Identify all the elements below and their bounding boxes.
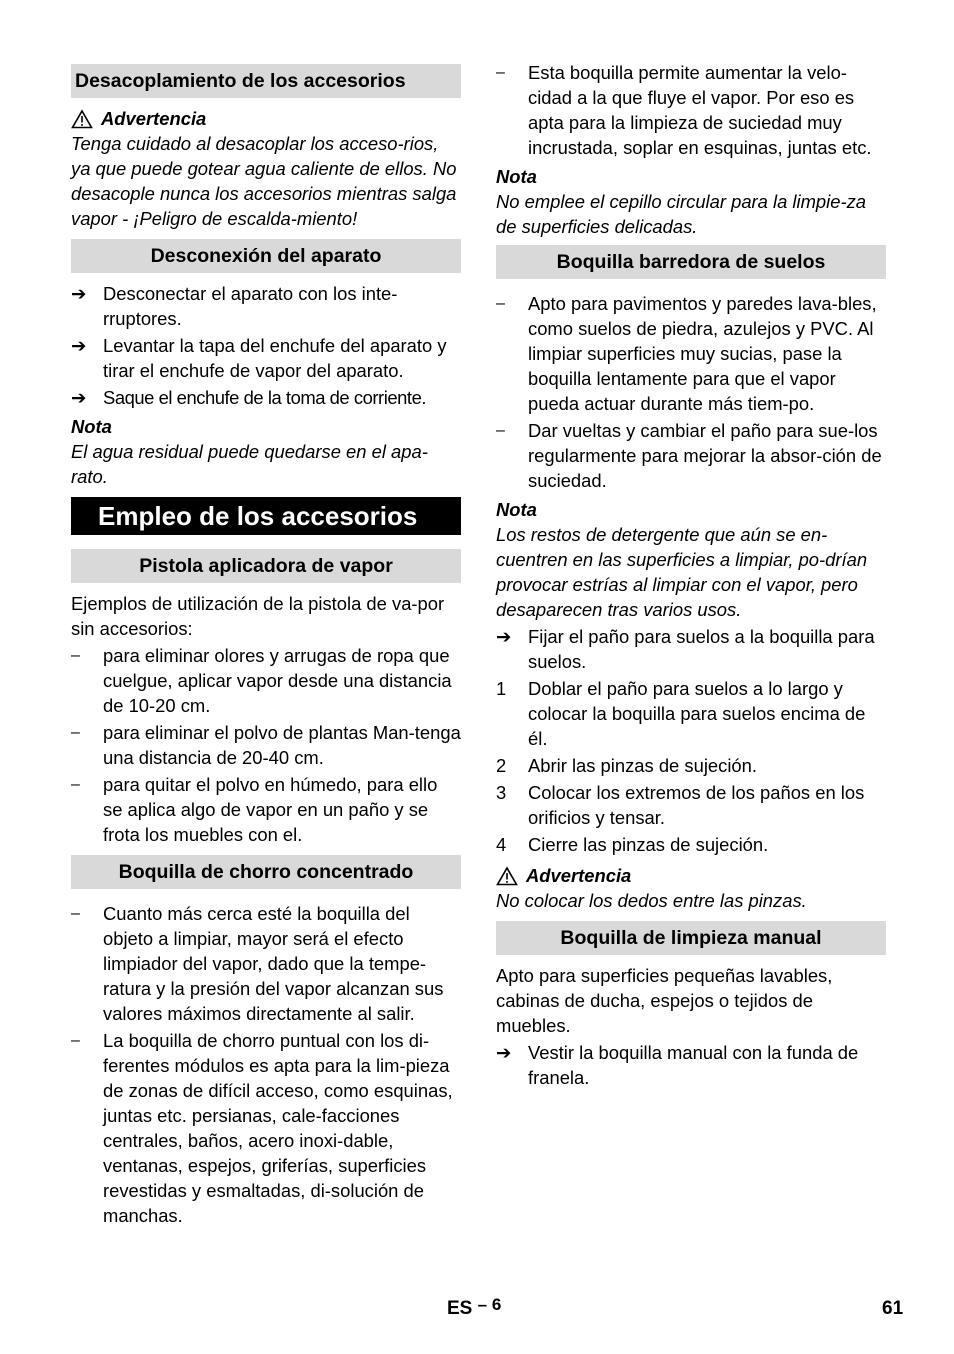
arrow-right-icon: ➔ bbox=[71, 283, 87, 304]
note-label: Nota bbox=[496, 499, 537, 520]
section-intro: Ejemplos de utilización de la pistola de va-por sin accesorios: bbox=[71, 593, 445, 639]
section-heading-steam-gun: Pistola aplicadora de vapor bbox=[71, 549, 461, 583]
section-heading-uncoupling: Desacoplamiento de los accesorios bbox=[71, 64, 461, 98]
step-number: 2 bbox=[496, 755, 507, 776]
note-text: No emplee el cepillo circular para la limpie-za de superficies delicadas. bbox=[496, 191, 867, 237]
dash-bullet: – bbox=[71, 647, 80, 664]
section-heading-floor-nozzle: Boquilla barredora de suelos bbox=[496, 245, 886, 279]
warning-label: Advertencia bbox=[526, 865, 632, 886]
arrow-right-icon: ➔ bbox=[496, 1042, 512, 1063]
right-column bbox=[496, 60, 886, 1092]
dash-bullet: – bbox=[71, 776, 80, 793]
page-number: 61 bbox=[882, 1298, 904, 1319]
numbered-step: 2 Abrir las pinzas de sujeción. bbox=[496, 755, 757, 776]
list-item: ➔ Vestir la boquilla manual con la funda de franela. bbox=[496, 1042, 859, 1088]
footer-page-label bbox=[447, 1295, 502, 1320]
warning-label: Advertencia bbox=[101, 108, 207, 129]
list-item: – para quitar el polvo en húmedo, para ello se aplica algo de vapor en un paño y se frota los muebles con el. bbox=[71, 774, 438, 845]
note-text: Los restos de detergente que aún se en-cuentren en las superficies a limpiar, po-drían provocar estrías al limpiar con el vapor, pero desaparecen tras varios usos. bbox=[496, 524, 868, 620]
list-item: – La boquilla de chorro puntual con los di-ferentes módulos es apta para la lim-pieza de zonas de difícil acceso, como esquinas, juntas etc. persianas, cale-facciones centrales, baños, acero inoxi-dable, ventanas, espejos, griferías, superficies revestidas y esmaltadas, di-solución de manchas. bbox=[71, 1030, 453, 1226]
step-number: 3 bbox=[496, 782, 507, 803]
list-item: ➔ Desconectar el aparato con los inte-rruptores. bbox=[71, 283, 398, 329]
warning-triangle-icon bbox=[496, 866, 518, 886]
warning-heading bbox=[496, 863, 886, 888]
arrow-right-icon: ➔ bbox=[71, 387, 87, 408]
section-heading-jet-nozzle: Boquilla de chorro concentrado bbox=[71, 855, 461, 889]
language-code: ES bbox=[447, 1298, 473, 1319]
section-heading-manual-nozzle: Boquilla de limpieza manual bbox=[496, 921, 886, 955]
arrow-right-icon: ➔ bbox=[496, 626, 512, 647]
step-number: 1 bbox=[496, 678, 507, 699]
dash-bullet: – bbox=[496, 422, 505, 439]
dash-bullet: – bbox=[71, 905, 80, 922]
warning-triangle-icon bbox=[71, 109, 93, 129]
warning-text: Tenga cuidado al desacoplar los acceso-rios, ya que puede gotear agua caliente de ellos. No desacople nunca los accesorios mientras salga vapor - ¡Peligro de escalda-miento! bbox=[71, 133, 457, 229]
list-item: – para eliminar olores y arrugas de ropa que cuelgue, aplicar vapor desde una distancia de 10-20 cm. bbox=[71, 645, 452, 716]
list-item: ➔ Levantar la tapa del enchufe del aparato y tirar el enchufe de vapor del aparato. bbox=[71, 335, 447, 381]
numbered-step: 3 Colocar los extremos de los paños en los orificios y tensar. bbox=[496, 782, 865, 828]
note-label: Nota bbox=[71, 416, 112, 437]
section-page: – 6 bbox=[477, 1295, 502, 1314]
dash-bullet: – bbox=[71, 724, 80, 741]
dash-bullet: – bbox=[496, 64, 505, 81]
chapter-title: Empleo de los accesorios bbox=[71, 497, 461, 535]
step-number: 4 bbox=[496, 834, 507, 855]
list-item: – Cuanto más cerca esté la boquilla del objeto a limpiar, mayor será el efecto limpiador del vapor, dado que la tempe-ratura y la presión del vapor alcanzan sus valores máximos directamente al salir. bbox=[71, 903, 444, 1024]
list-item: – para eliminar el polvo de plantas Man-tenga una distancia de 20-40 cm. bbox=[71, 722, 461, 768]
section-heading-disconnect: Desconexión del aparato bbox=[71, 239, 461, 273]
numbered-step: 1 Doblar el paño para suelos a lo largo y colocar la boquilla para suelos encima de él. bbox=[496, 678, 866, 749]
section-intro: Apto para superficies pequeñas lavables, cabinas de ducha, espejos o tejidos de muebles. bbox=[496, 965, 833, 1036]
dash-bullet: – bbox=[496, 295, 505, 312]
warning-heading bbox=[71, 106, 461, 131]
list-item: – Apto para pavimentos y paredes lava-bles, como suelos de piedra, azulejos y PVC. Al limpiar superficies muy sucias, pase la boquilla lentamente para que el vapor pueda actuar durante más tiem-po. bbox=[496, 293, 877, 414]
list-item: – Dar vueltas y cambiar el paño para sue-los regularmente para mejorar la absor-ción de suciedad. bbox=[496, 420, 882, 491]
dash-bullet: – bbox=[71, 1032, 80, 1049]
numbered-step: 4 Cierre las pinzas de sujeción. bbox=[496, 834, 769, 855]
note-label: Nota bbox=[496, 166, 537, 187]
list-item: ➔ Fijar el paño para suelos a la boquilla para suelos. bbox=[496, 626, 875, 672]
arrow-right-icon: ➔ bbox=[71, 335, 87, 356]
left-column bbox=[71, 60, 461, 1230]
list-item: ➔ Saque el enchufe de la toma de corriente. bbox=[71, 387, 427, 408]
list-item: – Esta boquilla permite aumentar la velo-cidad a la que fluye el vapor. Por eso es apta para la limpieza de suciedad muy incrustada, soplar en esquinas, juntas etc. bbox=[496, 62, 872, 158]
warning-text: No colocar los dedos entre las pinzas. bbox=[496, 890, 807, 911]
note-text: El agua residual puede quedarse en el apa-rato. bbox=[71, 441, 428, 487]
